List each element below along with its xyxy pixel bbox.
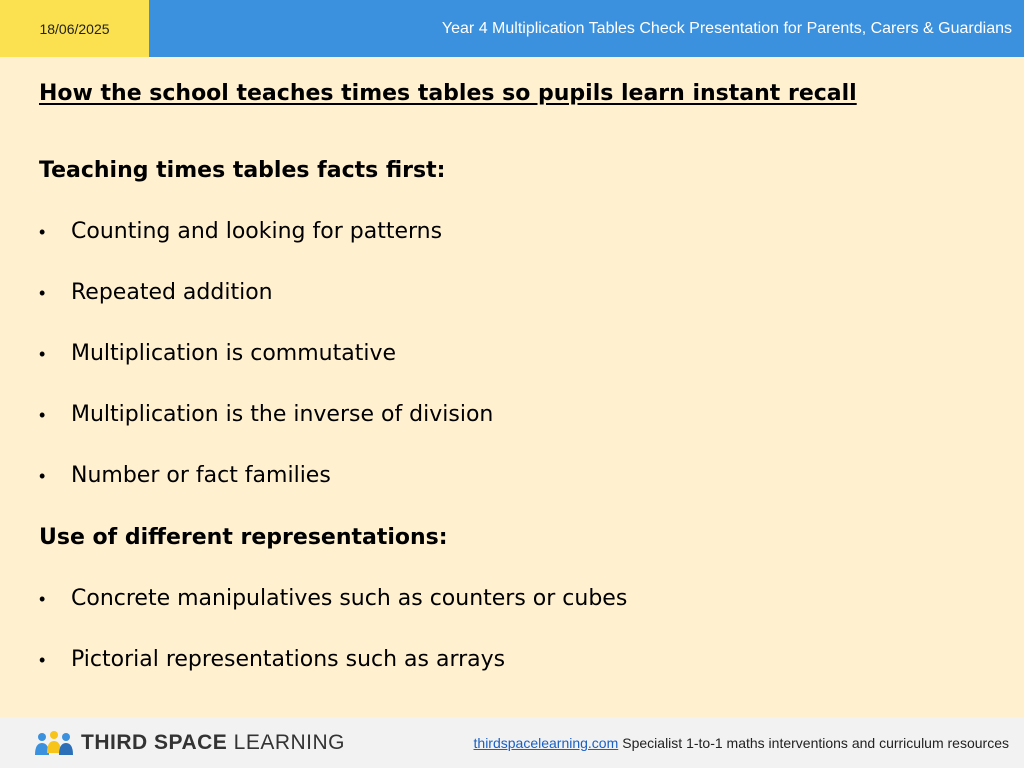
- slide-heading: How the school teaches times tables so pupils learn instant recall: [39, 81, 857, 106]
- list-item-text: Pictorial representations such as arrays: [71, 647, 506, 672]
- facts-list: [39, 217, 999, 491]
- bullet-icon: •: [39, 466, 46, 486]
- bullet-icon: •: [39, 222, 46, 242]
- bullet-icon: •: [39, 405, 46, 425]
- bullet-icon: •: [39, 283, 46, 303]
- bullet-icon: •: [39, 344, 46, 364]
- presentation-title: Year 4 Multiplication Tables Check Presentation for Parents, Carers & Guardians: [441, 19, 1012, 37]
- bullet-icon: •: [39, 650, 46, 670]
- footer-tagline: Specialist 1-to-1 maths interventions and curriculum resources: [622, 734, 1009, 751]
- logo-wordmark: [81, 731, 345, 755]
- slide-content: [39, 78, 999, 675]
- list-item-text: Multiplication is commutative: [71, 341, 397, 366]
- website-link[interactable]: thirdspacelearning.com: [473, 734, 619, 751]
- list-item-text: Multiplication is the inverse of division: [71, 402, 494, 427]
- bullet-icon: •: [39, 589, 46, 609]
- list-item: [39, 461, 999, 491]
- list-item: [39, 278, 999, 308]
- list-item-text: Concrete manipulatives such as counters or cubes: [71, 586, 628, 611]
- section-heading-facts: Teaching times tables facts first:: [39, 158, 446, 183]
- brand-logo: [33, 729, 345, 757]
- representations-list: [39, 584, 999, 675]
- people-logo-icon: [33, 729, 75, 757]
- list-item: [39, 400, 999, 430]
- logo-text-bold: THIRD SPACE: [81, 731, 228, 754]
- header-bar: [0, 0, 1024, 57]
- section-heading-representations: Use of different representations:: [39, 525, 448, 550]
- list-item-text: Repeated addition: [71, 280, 273, 305]
- list-item-text: Number or fact families: [71, 463, 331, 488]
- list-item: [39, 339, 999, 369]
- footer-bar: [0, 717, 1024, 768]
- list-item-text: Counting and looking for patterns: [71, 219, 443, 244]
- footer-credit: [474, 717, 1009, 768]
- list-item: [39, 645, 999, 675]
- list-item: [39, 217, 999, 247]
- date-label: 18/06/2025: [0, 0, 149, 57]
- logo-text-light: LEARNING: [233, 731, 345, 754]
- list-item: [39, 584, 999, 614]
